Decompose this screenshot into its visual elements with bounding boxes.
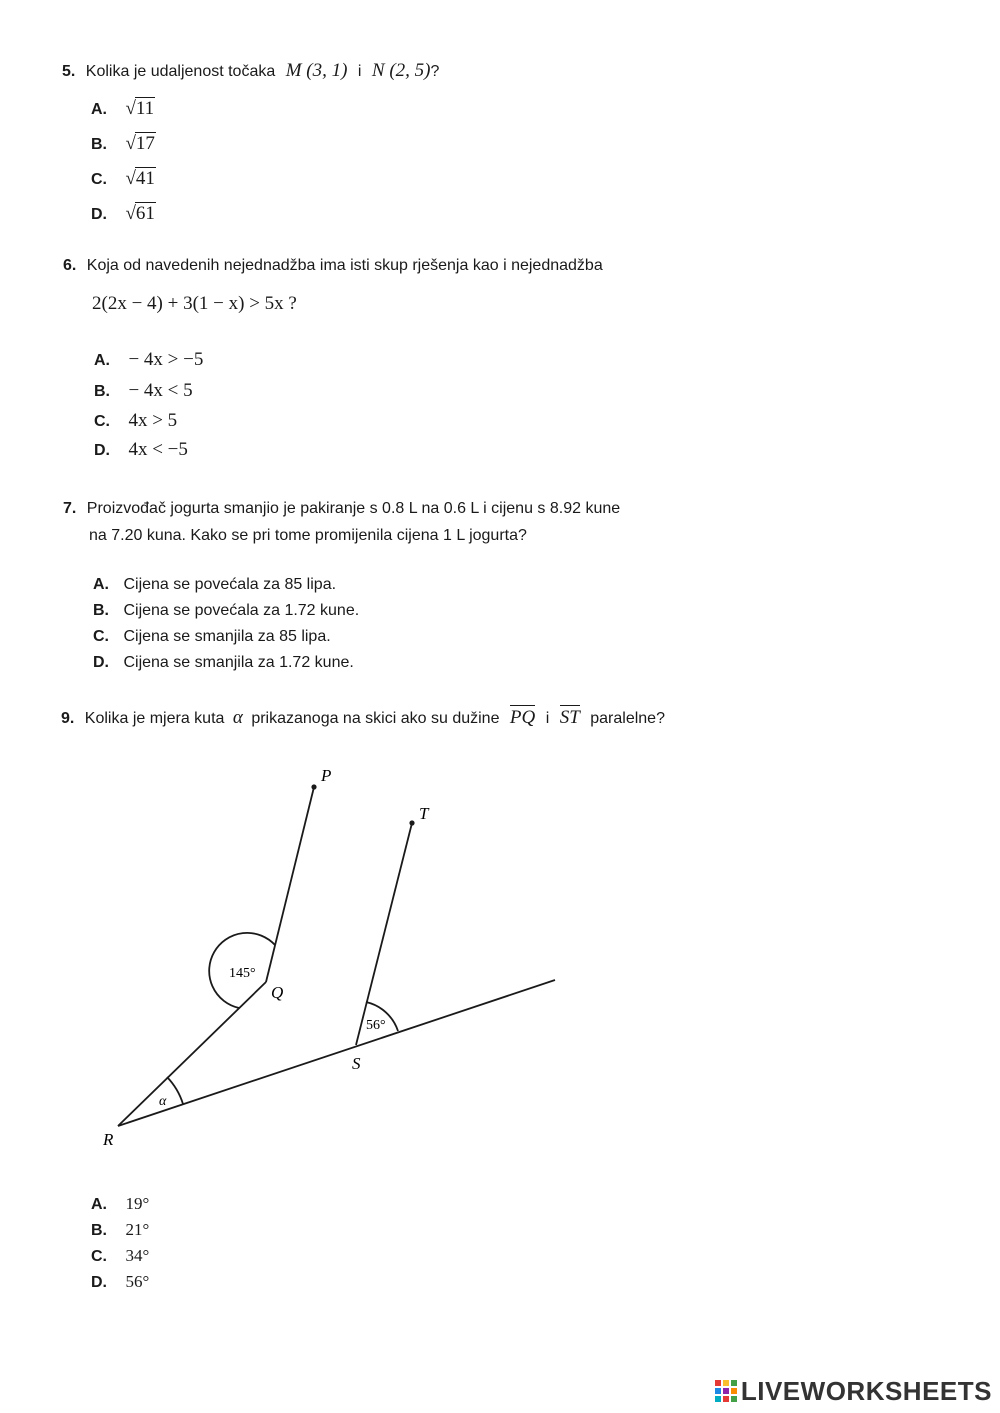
- option-letter: C.: [91, 1248, 107, 1265]
- option-letter: D.: [91, 1274, 107, 1291]
- angle-arc-r: [167, 1077, 183, 1104]
- segment-st: ST: [559, 707, 580, 728]
- label-t: T: [419, 804, 429, 823]
- segment-qr-line: [118, 982, 266, 1126]
- label-alpha: α: [159, 1094, 167, 1109]
- alpha-symbol: α: [232, 707, 243, 728]
- option-letter: C.: [94, 413, 110, 430]
- inequality-expression: 2(2x − 4) + 3(1 − x) > 5x ?: [92, 293, 297, 314]
- and-word: i: [357, 63, 362, 80]
- option-c[interactable]: [91, 1246, 149, 1266]
- option-b[interactable]: [91, 1220, 149, 1240]
- question-text: Koja od navedenih nejednadžba ima isti skup rješenja kao i nejednadžba: [86, 257, 603, 274]
- question-number: 5.: [62, 63, 76, 80]
- option-letter: D.: [93, 654, 109, 671]
- sqrt-expression: √17: [125, 133, 155, 154]
- label-q: Q: [271, 983, 284, 1002]
- line-rs: [118, 980, 555, 1126]
- point-p-dot: [311, 784, 316, 789]
- angle-label-q: 145°: [229, 966, 256, 981]
- option-letter: A.: [94, 352, 110, 369]
- point-t-dot: [409, 820, 414, 825]
- angle-label-s: 56°: [366, 1018, 386, 1033]
- question-text-line2: na 7.20 kuna. Kako se pri tome promijenila cijena 1 L jogurta?: [89, 527, 527, 544]
- radicand: 11: [135, 98, 155, 119]
- label-s: S: [352, 1054, 361, 1073]
- option-letter: B.: [91, 1222, 107, 1239]
- question-text-c: paralelne?: [590, 710, 665, 727]
- option-letter: A.: [91, 1196, 107, 1213]
- question-mark: ?: [430, 63, 440, 80]
- option-letter: D.: [94, 442, 110, 459]
- option-letter: A.: [93, 576, 109, 593]
- option-value: Cijena se smanjila za 1.72 kune.: [123, 654, 354, 671]
- option-letter: C.: [91, 171, 107, 188]
- option-d[interactable]: [91, 1272, 149, 1292]
- option-value: Cijena se povećala za 85 lipa.: [123, 576, 337, 593]
- liveworksheets-logo-icon: [715, 1380, 737, 1402]
- segment-pq: PQ: [509, 707, 536, 728]
- and-word: i: [545, 710, 550, 727]
- question-number: 9.: [61, 710, 75, 727]
- option-letter: C.: [93, 628, 109, 645]
- option-a[interactable]: [91, 1194, 149, 1214]
- option-letter: A.: [91, 101, 107, 118]
- option-value: Cijena se povećala za 1.72 kune.: [123, 602, 360, 619]
- point-m: M (3, 1): [285, 60, 348, 81]
- question-text-line1: Proizvođač jogurta smanjio je pakiranje s 0.8 L na 0.6 L i cijenu s 8.92 kune: [86, 500, 621, 517]
- question-text-b: prikazanoga na skici ako su dužine: [251, 710, 500, 727]
- sqrt-expression: √61: [125, 203, 155, 224]
- option-value: 34°: [125, 1246, 150, 1265]
- option-letter: B.: [93, 602, 109, 619]
- question-text-a: Kolika je mjera kuta: [84, 710, 225, 727]
- sqrt-expression: √11: [125, 98, 155, 119]
- question-text: Kolika je udaljenost točaka: [85, 63, 276, 80]
- option-letter: B.: [91, 136, 107, 153]
- question-number: 7.: [63, 500, 77, 517]
- segment-pq-line: [266, 787, 314, 982]
- option-value: 4x > 5: [128, 410, 178, 431]
- label-p: P: [321, 766, 332, 785]
- logo-text: LIVEWORKSHEETS: [740, 1376, 992, 1406]
- option-value: 19°: [125, 1194, 150, 1213]
- question-number: 6.: [63, 257, 77, 274]
- radicand: 17: [135, 133, 155, 154]
- radicand: 61: [135, 203, 155, 224]
- radicand: 41: [135, 168, 155, 189]
- option-value: 4x < −5: [128, 439, 188, 460]
- option-value: 56°: [125, 1272, 150, 1291]
- liveworksheets-logo[interactable]: [715, 1376, 992, 1407]
- option-letter: B.: [94, 383, 110, 400]
- sqrt-expression: √41: [125, 168, 155, 189]
- option-value: Cijena se smanjila za 85 lipa.: [123, 628, 331, 645]
- option-value: − 4x < 5: [128, 380, 193, 401]
- option-letter: D.: [91, 206, 107, 223]
- option-value: 21°: [125, 1220, 150, 1239]
- option-value: − 4x > −5: [128, 349, 204, 370]
- point-n: N (2, 5): [371, 60, 431, 81]
- label-r: R: [103, 1130, 114, 1149]
